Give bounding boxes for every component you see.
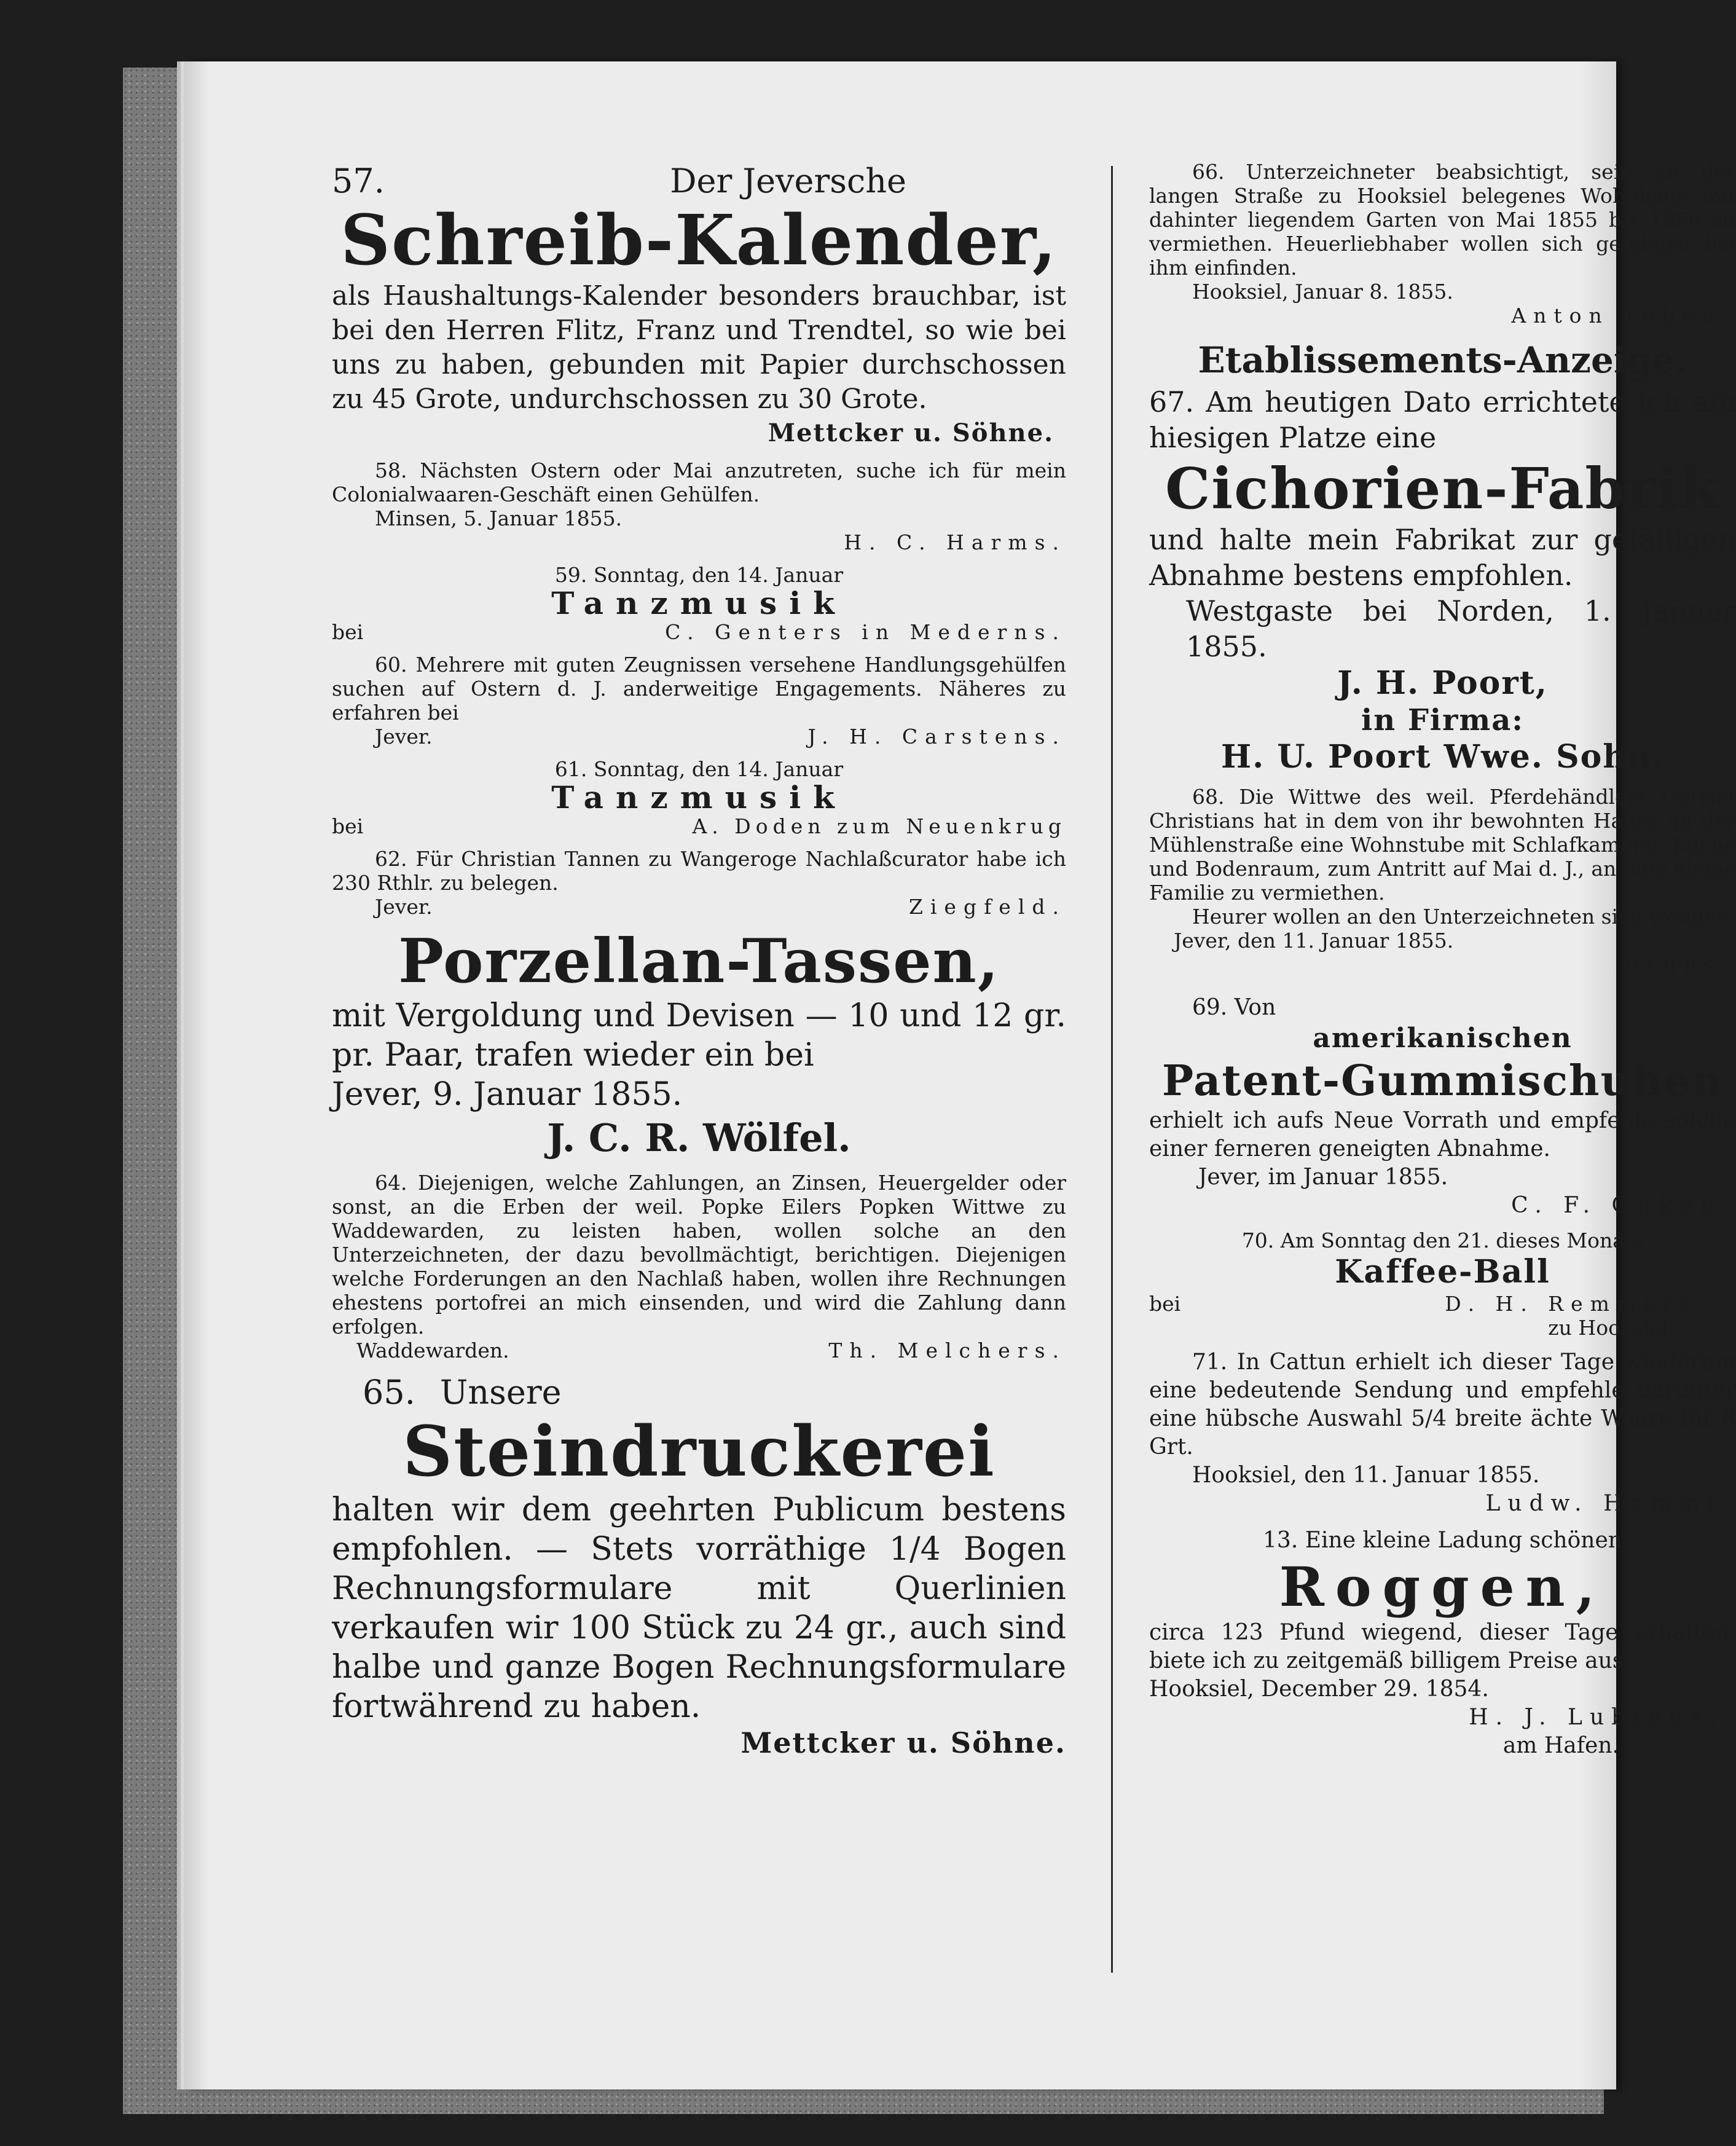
page-gutter (184, 61, 209, 2089)
ad-host-2: zu Hooksiel. (1548, 1316, 1675, 1340)
ad-signature: Mettcker u. Söhne. (768, 419, 1054, 447)
ad-host-line (332, 814, 1066, 838)
ad-place: Jever, 9. Januar 1855. (332, 1076, 683, 1113)
ad-title: Tanzmusik (551, 779, 847, 816)
ad-body-2: Heurer wollen an den Unterzeichneten sich wenden. (1192, 905, 1736, 929)
ad-60 (332, 653, 1066, 749)
column-divider (1111, 166, 1113, 1973)
ad-body: als Haushaltungs-Kalender besonders brauchbar, ist bei den Herren Flitz, Franz und Trendtel, so wie bei uns zu haben, gebunden mit Papier durchschossen zu 45 Grote, undurchschossen zu 30 Grote. (332, 280, 1066, 415)
ad-line: 13. Eine kleine Ladung schönen (1263, 1528, 1622, 1553)
ad-signature: J. C. R. Wölfel. (547, 1115, 851, 1160)
ad-place: Westgaste bei Norden, 1. Januar 1855. (1186, 594, 1736, 663)
ad-host: D. H. Remmers, (1445, 1292, 1711, 1316)
ad-place: Jever. (375, 895, 433, 919)
ad-host-line (1149, 1292, 1736, 1316)
ad-body: 71. In Cattun erhielt ich dieser Tage wiederum eine bedeutende Sendung und empfehle darunter eine hübsche Auswahl 5/4 breite ächte Waare für 8 Grt. (1149, 1350, 1736, 1460)
ad-number: 65. (363, 1373, 415, 1412)
ad-place: Hooksiel, Januar 8. 1855. (1192, 280, 1453, 304)
ad-body: 64. Diejenigen, welche Zahlungen, an Zinsen, Heuergelder oder sonst, an die Erben der weil. Popke Eilers Popken Wittwe zu Waddewarden, zu leisten haben, wollen solche an den Unterzeichneten, der dazu bevollmächtigt, berichtigen. Diejenigen welche Forderungen an den Nachlaß haben, wollen ihre Rechnungen ehestens portofrei an mich einsenden, und wird die Zahlung dann erfolgen. (332, 1171, 1066, 1338)
ad-62 (332, 847, 1066, 919)
ad-place: Jever, den 11. Januar 1855. (1174, 929, 1454, 953)
ad-bei: bei (332, 620, 364, 644)
ad-body: mit Vergoldung und Devisen — 10 und 12 gr. pr. Paar, trafen wieder ein bei (332, 997, 1066, 1074)
right-column (1149, 160, 1736, 1760)
ad-title: Roggen, (1279, 1555, 1606, 1619)
ad-place: Waddewarden. (356, 1338, 509, 1362)
ad-number: 57. (332, 162, 385, 200)
ad-host: C. Genters in Mederns. (665, 620, 1066, 644)
ad-title: Steindruckerei (403, 1412, 996, 1492)
ad-68 (1149, 785, 1736, 977)
ad-61 (332, 757, 1066, 838)
ad-title-small: Der Jeversche (670, 162, 906, 200)
ad-title-small: amerikanischen (1313, 1023, 1573, 1054)
ad-footer (332, 895, 1066, 919)
ad-place: Jever. (375, 725, 433, 749)
ad-line: 59. Sonntag, den 14. Januar (554, 563, 844, 587)
ad-signature-firm-label: in Firma: (1361, 703, 1525, 737)
ad-host: A. Doden zum Neuenkrug (692, 814, 1066, 838)
ad-title: Schreib-Kalender, (340, 200, 1058, 281)
ad-signature-name: J. H. Poort, (1337, 664, 1548, 702)
ad-line: 70. Am Sonntag den 21. dieses Monats (1241, 1228, 1644, 1252)
ad-signature: Bruns. (1624, 953, 1736, 977)
ad-body: circa 123 Pfund wiegend, dieser Tage erhalten, biete ich zu zeitgemäß billigem Preise aus. (1149, 1620, 1736, 1673)
ad-58 (332, 458, 1066, 554)
ad-13 (1149, 1527, 1736, 1760)
ad-signature: Mettcker u. Söhne. (740, 1726, 1066, 1759)
ad-body: 58. Nächsten Ostern oder Mai anzutreten, suche ich für mein Colonialwaaren-Geschäft einen Gehülfen. (332, 458, 1066, 506)
ad-title-small: Unsere (439, 1373, 562, 1412)
ad-body: und halte mein Fabrikat zur gefälligen Abnahme bestens empfohlen. (1149, 523, 1736, 592)
ad-66 (1149, 160, 1736, 328)
ad-signature: Ziegfeld. (908, 895, 1066, 919)
ad-69 (1149, 994, 1736, 1220)
ad-body: 60. Mehrere mit guten Zeugnissen versehene Handlungsgehülfen suchen auf Ostern d. J. anderweitige Engagements. Näheres zu erfahren bei (332, 653, 1066, 725)
ad-signature: J. H. Carstens. (807, 725, 1066, 749)
ad-signature: Anton Toben. (1511, 304, 1736, 328)
ad-title: Porzellan-Tassen, (398, 926, 1000, 997)
ad-signature: Th. Melchers. (828, 1338, 1066, 1362)
ad-67 (1149, 336, 1736, 776)
ad-footer (332, 1338, 1066, 1362)
ad-intro: 67. Am heutigen Dato errichtete ich am hiesigen Platze eine (1149, 385, 1736, 454)
ad-title: Cichorien-Fabrik (1165, 455, 1720, 522)
ad-place: Hooksiel, December 29. 1854. (1149, 1676, 1489, 1702)
newspaper-page (184, 61, 1736, 2089)
ad-heading: Etablissements-Anzeige. (1198, 339, 1687, 381)
ad-70 (1149, 1228, 1736, 1340)
ad-title: Tanzmusik (551, 585, 847, 621)
ad-footer (332, 725, 1066, 749)
ad-59 (332, 563, 1066, 644)
ad-signature: Ludw. Hemmi. (1485, 1491, 1736, 1516)
ad-bei: bei (1149, 1292, 1181, 1316)
ad-title: Kaffee-Ball (1335, 1253, 1550, 1291)
ad-title: Patent-Gummischuhen (1161, 1056, 1724, 1106)
ad-place: Minsen, 5. Januar 1855. (375, 506, 623, 530)
ad-bei: bei (332, 814, 364, 838)
ad-signature: C. F. Onken. (1511, 1193, 1736, 1218)
left-column (332, 160, 1066, 1759)
ad-63 (332, 927, 1066, 1162)
ad-signature: H. C. Harms. (844, 530, 1066, 554)
ad-65 (332, 1371, 1066, 1759)
ad-header (332, 1371, 1066, 1414)
ad-signature: H. J. Lubinus, (1469, 1705, 1724, 1730)
ad-body: halten wir dem geehrten Publicum bestens empfohlen. — Stets vorräthige 1/4 Bogen Rechnungsformulare mit Querlinien verkaufen wir 100 Stück zu 24 gr., auch sind halbe und ganze Bogen Rechnungsformulare fortwährend zu haben. (332, 1492, 1066, 1725)
ad-body: 62. Für Christian Tannen zu Wangeroge Nachlaßcurator habe ich 230 Rthlr. zu belegen. (332, 847, 1066, 895)
ad-57 (332, 160, 1066, 450)
ad-host-line (332, 620, 1066, 644)
ad-body: 66. Unterzeichneter beabsichtigt, sein an der langen Straße zu Hooksiel belegenes Wohnhaus mit dahinter liegendem Garten von Mai 1855 bis 1856 zu vermiethen. Heuerliebhaber wollen sich gefälligst bei ihm einfinden. (1149, 160, 1736, 280)
ad-line: 69. Von (1192, 995, 1276, 1020)
ad-place: Jever, im Januar 1855. (1198, 1165, 1448, 1190)
ad-place: Hooksiel, den 11. Januar 1855. (1192, 1463, 1540, 1488)
ad-body: 68. Die Wittwe des weil. Pferdehändlers Gerriet Christians hat in dem von ihr bewohnten Hause an der Mühlenstraße eine Wohnstube mit Schlafkammer, Küche und Bodenraum, zum Antritt auf Mai d. J., an eine kleine Familie zu vermiethen. (1149, 785, 1736, 905)
ad-64 (332, 1171, 1066, 1362)
ad-header (332, 160, 1066, 203)
ad-line: 61. Sonntag, den 14. Januar (554, 757, 844, 781)
ad-signature-firm: H. U. Poort Wwe. Sohn. (1220, 738, 1665, 776)
ad-body: erhielt ich aufs Neue Vorrath und empfehle solche einer ferneren geneigten Abnahme. (1149, 1108, 1736, 1161)
ad-71 (1149, 1348, 1736, 1518)
ad-signature-2: am Hafen. (1502, 1733, 1619, 1758)
